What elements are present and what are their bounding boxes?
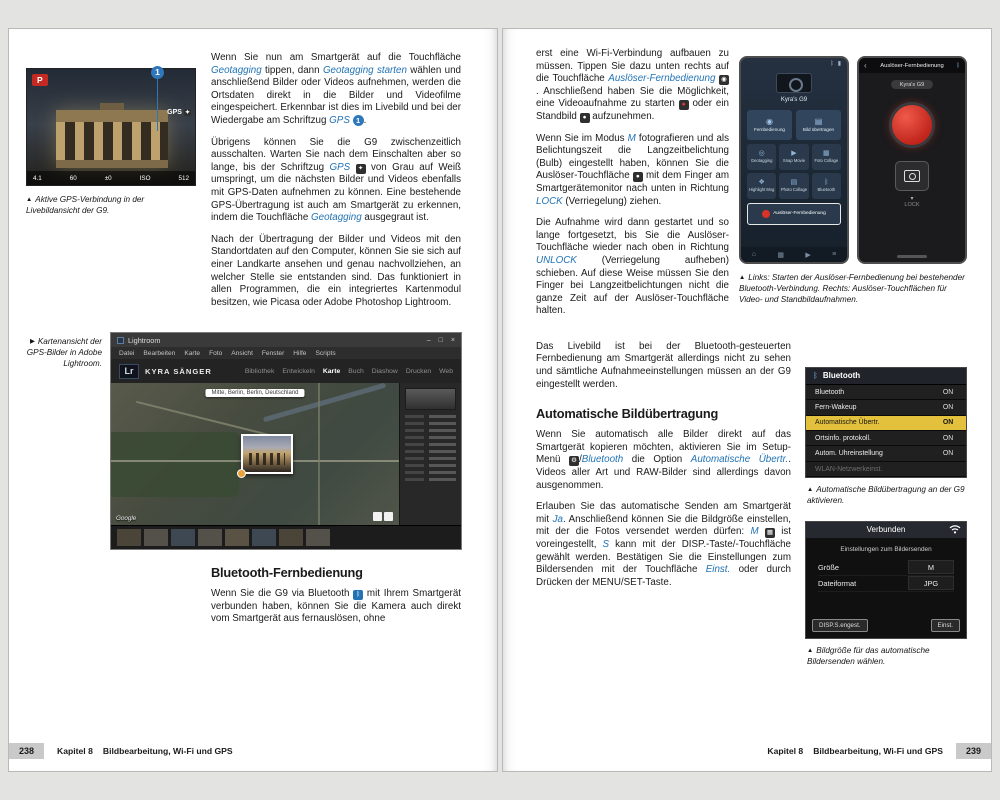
map-pin xyxy=(237,469,246,478)
smartphone-figures xyxy=(739,56,967,327)
page-number: 239 xyxy=(956,743,991,759)
caption-marker: ▶ xyxy=(29,338,35,346)
metadata-panel xyxy=(399,383,461,525)
image-transfer-button[interactable]: ▤ Bild übertragen xyxy=(796,110,841,140)
menu-title-bar: ᛒ Bluetooth xyxy=(806,368,966,385)
footer-chapter: Kapitel 8 xyxy=(57,746,93,756)
camera-illustration xyxy=(776,73,812,93)
bluetooth-icon: ᛒ xyxy=(813,371,818,381)
gallery-icon[interactable]: ▦ xyxy=(777,251,784,259)
phone-nav-bar xyxy=(741,247,847,262)
module-buch[interactable]: Buch xyxy=(348,367,364,375)
identity-plate: KYRA SÄNGER xyxy=(145,366,212,376)
paragraph: erst eine Wi-Fi-Verbindung aufbauen zu müssen. Tippen Sie dazu unten rechts auf die Touchfläche Auslöser-Fernbedienung ◉. Anschließend haben Sie die Möglichkeit, eine Videoaufnahme zu starten ● oder ein Standbild ● aufzunehmen. xyxy=(536,48,729,122)
paragraph: Die Aufnahme wird dann gestartet und so lange fortgesetzt, bis Sie die Auslöser-Touchfläche wieder nach oben in Richtung UNLOCK (Verriegelung aufheben) schieben. Auf diese Weise müssen Sie den Finger bei Langzeitbelichtungen nicht die ganze Zeit auf der Auslöser-Touchfläche halten. xyxy=(536,217,729,317)
tile-photo-collage[interactable]: ▤ Photo Collage xyxy=(779,173,808,199)
collage-icon: ▦ xyxy=(823,150,830,158)
tile-snap-movie[interactable]: ▶ Snap Movie xyxy=(779,144,808,170)
lightroom-header xyxy=(111,359,461,383)
close-button[interactable]: × xyxy=(450,336,455,344)
caption-bt-menu: ▲ Automatische Bildübertragung an der G9 aktivieren. xyxy=(807,485,965,506)
callout-number-badge: 1 xyxy=(151,66,164,79)
tile-foto-collage[interactable]: ▦ Foto Collage xyxy=(812,144,841,170)
map-road xyxy=(318,383,320,525)
page-238 xyxy=(8,28,498,772)
mode-badge: P xyxy=(32,74,48,86)
paragraph: Wenn Sie nun am Smartgerät auf die Touchfläche Geotagging tippen, dann Geotagging starten wählen und anschließend Bilder oder Videos aufnehmen, werden die Ortsdaten direkt in die Bilder und Videofilme eingespeichert. Erkennbar ist dies im Livebild und bei der Wiedergabe am Schriftzug GPS 1 . xyxy=(211,52,461,126)
map-zoom-controls[interactable] xyxy=(373,512,393,521)
paragraph: Wenn Sie automatisch alle Bilder direkt auf das Smartgerät kopieren möchten, aktivieren Sie im Setup-Menü ⚙ /Bluetooth die Option Automatische Übertr.. Videos aller Art und RAW-Bilder sind allerdings davon ausgenommen. xyxy=(536,429,792,491)
highlight-icon: ❖ xyxy=(758,179,765,187)
tile-bluetooth[interactable]: ᛒ Bluetooth xyxy=(812,173,841,199)
phone-status-bar xyxy=(741,58,847,69)
record-dot-icon xyxy=(762,210,770,218)
photo-collage-icon: ▤ xyxy=(790,179,798,187)
lock-hint: ▾ LOCK xyxy=(859,197,965,208)
lightroom-window-screenshot xyxy=(110,332,462,550)
module-drucken[interactable]: Drucken xyxy=(405,367,432,375)
geotagged-photo-thumbnail[interactable] xyxy=(241,434,293,474)
screen-title-bar: ‹ Auslöser-Fernbedienung ᛒ xyxy=(859,58,965,73)
still-shutter-button[interactable] xyxy=(895,161,929,191)
disp-size-button[interactable]: DISP.S.engest. xyxy=(812,619,868,632)
wifi-icon xyxy=(949,525,961,536)
paragraph: Wenn Sie im Modus M fotografieren und als Belichtungszeit die Langzeitbelichtung (Bulb) eingestellt haben, können Sie die Auslöser-Touchfläche ● mit dem Finger am Smartgerätemonitor nach unten in Richtung LOCK (Verriegelung) ziehen. xyxy=(536,132,730,207)
right-page-text-wide xyxy=(536,341,791,682)
window-title: Lightroom xyxy=(128,335,161,345)
brandenburg-gate-thumb xyxy=(243,436,291,472)
lightroom-app-icon xyxy=(117,337,124,344)
menu-bearbeiten[interactable]: Bearbeiten xyxy=(143,349,176,357)
page-239 xyxy=(502,28,992,772)
einst-button[interactable]: Einst. xyxy=(931,619,960,632)
page-number: 238 xyxy=(9,743,44,759)
menu-foto[interactable]: Foto xyxy=(209,349,223,357)
menu-hilfe[interactable]: Hilfe xyxy=(293,349,307,357)
histogram xyxy=(405,388,456,410)
lightroom-titlebar xyxy=(111,333,461,347)
exposure-info-bar xyxy=(27,171,195,185)
footer-title: Bildbearbeitung, Wi-Fi und GPS xyxy=(102,746,233,756)
menu-row-ortsinfo[interactable]: Ortsinfo. protokoll. ON xyxy=(806,431,966,446)
row-dateiformat[interactable]: Dateiformat JPG xyxy=(818,576,954,592)
module-web[interactable]: Web xyxy=(439,367,453,375)
filmstrip[interactable] xyxy=(111,525,461,549)
footer-title: Bildbearbeitung, Wi-Fi und GPS xyxy=(813,746,943,756)
heading-bluetooth-fernbedienung: Bluetooth-Fernbedienung xyxy=(211,565,363,581)
right-margin-column xyxy=(805,367,967,682)
back-icon[interactable]: ‹ xyxy=(864,61,867,70)
menu-row-bluetooth[interactable]: Bluetooth ON xyxy=(806,385,966,400)
paragraph: Übrigens können Sie die G9 zwischenzeitlich ausschalten. Warten Sie nach dem Einschalten aber so lange, bis der Schriftzug GPS ✦ von Grau auf Weiß umspringt, um die nächsten Bilder und Videos ebenfalls mit GPS-Daten aufnehmen zu können. Eine bestehende GPS-Übertragung ist auch am Smartgerät zu erkennen, indem die Touchfläche Geotagging ausgegraut ist. xyxy=(211,136,461,224)
module-bibliothek[interactable]: Bibliothek xyxy=(244,367,275,375)
send-settings-screenshot xyxy=(805,521,967,639)
send-settings-subtitle: Einstellungen zum Bildersenden xyxy=(840,545,932,553)
right-page-text-column xyxy=(536,48,729,327)
paragraph: Nach der Übertragung der Bilder und Videos mit den Standortdaten auf den Computer, können Sie sie sich auf einer Landkarte ansehen und genau nachvollziehen, an welcher Stelle sie entstanden sind. Das funktioniert in allen Programmen, die ein integriertes Kartenmodul besitzen, wie Picasa oder Adobe Photoshop Lightroom. xyxy=(211,233,461,308)
menu-fenster[interactable]: Fenster xyxy=(261,349,285,357)
home-icon[interactable]: ⌂ xyxy=(751,251,756,258)
menu-row-uhreinstellung[interactable]: Autom. Uhreinstellung ON xyxy=(806,446,966,461)
caption-marker: ▲ xyxy=(807,646,814,654)
maximize-button[interactable]: □ xyxy=(438,336,443,344)
row-groesse[interactable]: Größe M xyxy=(818,560,954,576)
down-arrow-icon: ▾ xyxy=(910,196,914,202)
bluetooth-icon: ᛒ xyxy=(830,60,834,67)
lightroom-menubar xyxy=(111,347,461,359)
play-icon[interactable]: ▶ xyxy=(805,251,811,259)
caption-send-settings: ▲ Bildgröße für das automatische Bildersenden wählen. xyxy=(807,645,930,666)
caption-marker: ▲ xyxy=(26,196,33,203)
lightroom-logo: Lr xyxy=(119,364,139,379)
module-karte-active[interactable]: Karte xyxy=(322,367,341,375)
function-tile-grid xyxy=(741,140,847,199)
iso-label: ISO xyxy=(139,174,151,182)
map-location-label: Mitte, Berlin, Berlin, Deutschland xyxy=(205,389,304,397)
snap-movie-icon: ▶ xyxy=(791,150,797,158)
remote-control-button[interactable]: ◉ Fernbedienung xyxy=(747,110,792,140)
left-margin-column xyxy=(26,52,196,318)
remote-icon: ◉ xyxy=(766,117,773,127)
camera-icon xyxy=(904,170,920,182)
menu-row-fern-wakeup[interactable]: Fern-Wakeup ON xyxy=(806,400,966,415)
shutter-remote-tile[interactable]: Auslöser-Fernbedienung xyxy=(747,203,841,225)
connected-device-name: Kyra's G9 xyxy=(780,97,808,103)
bluetooth-icon: ᛒ xyxy=(824,179,829,187)
map-attribution: Google xyxy=(116,515,137,523)
satellite-icon: ✦ xyxy=(184,110,190,116)
menu-icon[interactable]: ≡ xyxy=(832,251,837,258)
left-page-text-column xyxy=(211,52,461,318)
dateiformat-value: JPG xyxy=(908,576,954,590)
menu-karte[interactable]: Karte xyxy=(184,349,201,357)
connection-status-bar: Verbunden xyxy=(806,522,966,538)
module-picker xyxy=(245,368,453,375)
caption-marker: ▲ xyxy=(739,274,746,281)
menu-datei[interactable]: Datei xyxy=(119,349,135,357)
image-app-home-screenshot xyxy=(739,56,849,264)
bluetooth-menu-screenshot xyxy=(805,367,967,478)
groesse-value: M xyxy=(908,560,954,574)
frames-remaining: 512 xyxy=(178,174,189,182)
home-indicator xyxy=(897,255,927,258)
menu-row-wlan-netzwerkeinst: WLAN-Netzwerkeinst. xyxy=(806,462,966,477)
minimize-button[interactable]: – xyxy=(426,336,431,344)
tile-geotagging[interactable]: ◎ Geotagging xyxy=(747,144,776,170)
map-park-area xyxy=(111,432,239,497)
callout-line xyxy=(157,79,158,131)
camera-live-view-figure xyxy=(26,68,196,186)
page-footer xyxy=(9,743,233,759)
caption-phones: ▲ Links: Starten der Auslöser-Fernbedienung bei bestehender Bluetooth-Verbindung. Rechts: Auslöser-Touchflächen für Video- und Standbildaufnahmen. xyxy=(739,273,965,304)
brandenburg-gate-photo xyxy=(56,110,168,168)
caption-gps-liveview: ▲ Aktive GPS-Verbindung in der Livebildansicht der G9. xyxy=(26,195,145,215)
camera-lcd-screenshot xyxy=(26,68,196,186)
menu-row-automatische-uebertr-selected[interactable]: Automatische Übertr. ON xyxy=(806,416,966,431)
aperture-value: 4.1 xyxy=(33,174,42,182)
geotagging-icon: ◎ xyxy=(758,150,765,158)
paragraph: Das Livebild ist bei der Bluetooth-gesteuerten Fernbedienung am Smartgerät allerdings nicht zu sehen und sämtliche Aufnahmeeinstellungen müssen an der G9 eingestellt werden. xyxy=(536,340,791,390)
caption-lightroom: ▶ Kartenansicht der GPS-Bilder in Adobe Lightroom. xyxy=(26,337,102,368)
caption-marker: ▲ xyxy=(807,486,814,494)
ev-value: ±0 xyxy=(104,174,112,182)
tile-highlight-movie[interactable]: ❖ Highlight Mvg xyxy=(747,173,776,199)
battery-icon: ▮ xyxy=(837,61,841,67)
map-view[interactable] xyxy=(111,383,399,525)
bluetooth-icon: ᛒ xyxy=(956,62,960,69)
footer-chapter: Kapitel 8 xyxy=(767,746,804,756)
transfer-icon: ▤ xyxy=(814,117,823,127)
gps-indicator: GPS ✦ xyxy=(167,109,190,116)
paragraph: Wenn Sie die G9 via Bluetooth ᛒ mit Ihrem Smartgerät verbunden haben, können Sie die Kamera auch direkt vom Smartgerät aus fernauslösen, ohne xyxy=(211,588,461,625)
module-entwickeln[interactable]: Entwickeln xyxy=(282,367,315,375)
video-record-button[interactable] xyxy=(889,102,935,148)
paragraph: Erlauben Sie das automatische Senden am Smartgerät mit Ja. Anschließend können Sie die Bildgröße einstellen, mit der die Fotos versendet werden dürfen: M ▦ ist voreingestellt, S kann mit der DISP.-Taste/-Touchfläche gewählt werden. Bestätigen Sie die Einstellungen zum Bildersenden mit der Touchfläche Einst. oder durch Drücken der MENU/SET-Taste. xyxy=(536,501,791,588)
shutter-value: 60 xyxy=(69,174,77,182)
shutter-remote-screenshot xyxy=(857,56,967,264)
menu-ansicht[interactable]: Ansicht xyxy=(231,349,253,357)
heading-automatische-bilduebertragung: Automatische Bildübertragung xyxy=(536,406,719,422)
connected-device-pill: Kyra's G9 xyxy=(891,80,933,89)
module-diashow[interactable]: Diashow xyxy=(371,367,398,375)
menu-scripts[interactable]: Scripts xyxy=(315,349,336,357)
page-footer xyxy=(767,743,991,759)
